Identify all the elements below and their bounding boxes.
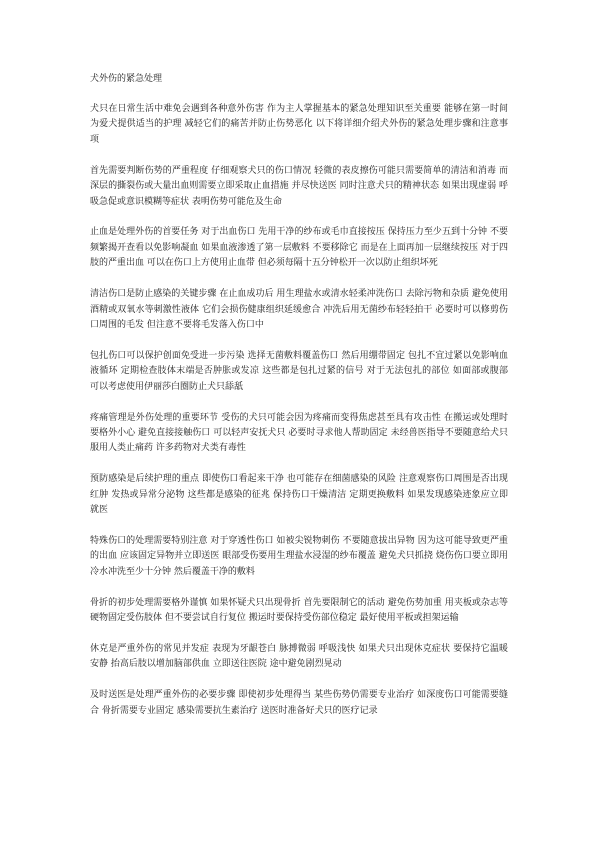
paragraph-stop-bleeding: 止血是处理外伤的首要任务 对于出血伤口 先用干净的纱布或毛巾直接按压 保持压力至少五到十分钟 不要频繁揭开查看以免影响凝血 如果血液渗透了第一层敷料 不要移除它 而是在上面再加一层继续按压 对于四肢的严重出血 可以在伤口上方使用止血带 但必须每隔十五分钟松开一次以防止组织坏死 (90, 227, 508, 269)
paragraph-seek-vet: 及时送医是处理严重外伤的必要步骤 即使初步处理得当 某些伤势仍需要专业治疗 如深度伤口可能需要缝合 骨折需要专业固定 感染需要抗生素治疗 送医时准备好犬只的医疗记录 (90, 690, 508, 716)
document-page (90, 72, 508, 735)
paragraph-prevent-infection: 预防感染是后续护理的重点 即使伤口看起来干净 也可能存在细菌感染的风险 注意观察伤口周围是否出现红肿 发热或异常分泌物 这些都是感染的征兆 保持伤口干燥清洁 定期更换敷料 如果发现感染迹象应立即就医 (90, 474, 508, 516)
paragraph-pain-management: 疼痛管理是外伤处理的重要环节 受伤的犬只可能会因为疼痛而变得焦虑甚至具有攻击性 在搬运或处理时要格外小心 避免直接接触伤口 可以轻声安抚犬只 必要时寻求他人帮助固定 未经兽医指导不要随意给犬只服用人类止痛药 许多药物对犬类有毒性 (90, 412, 508, 454)
paragraph-intro: 犬只在日常生活中难免会遇到各种意外伤害 作为主人掌握基本的紧急处理知识至关重要 能够在第一时间为爱犬提供适当的护理 减轻它们的痛苦并防止伤势恶化 以下将详细介绍犬外伤的紧急处理步骤和注意事项 (90, 104, 508, 145)
paragraph-special-wounds: 特殊伤口的处理需要特别注意 对于穿透性伤口 如被尖锐物刺伤 不要随意拔出异物 因为这可能导致更严重的出血 应该固定异物并立即送医 眼部受伤要用生理盐水浸湿的纱布覆盖 避免犬只抓挠 烧伤伤口要立即用冷水冲洗至少十分钟 然后覆盖干净的敷料 (90, 536, 508, 577)
paragraph-fracture: 骨折的初步处理需要格外谨慎 如果怀疑犬只出现骨折 首先要限制它的活动 避免伤势加重 用夹板或杂志等硬物固定受伤肢体 但不要尝试自行复位 搬运时要保持受伤部位稳定 最好使用平板或担架运输 (90, 597, 508, 624)
paragraph-clean-wound: 清洁伤口是防止感染的关键步骤 在止血成功后 用生理盐水或清水轻柔冲洗伤口 去除污物和杂质 避免使用酒精或双氧水等刺激性液体 它们会损伤健康组织延缓愈合 冲洗后用无菌纱布轻轻拍干 必要时可以修剪伤口周围的毛发 但注意不要将毛发落入伤口中 (90, 289, 508, 330)
paragraph-shock: 休克是严重外伤的常见并发症 表现为牙龈苍白 脉搏微弱 呼吸浅快 如果犬只出现休克症状 要保持它温暖安静 抬高后肢以增加脑部供血 立即送往医院 途中避免剧烈晃动 (90, 644, 508, 670)
document-title: 犬外伤的紧急处理 (90, 74, 163, 84)
paragraph-assess-severity: 首先需要判断伤势的严重程度 仔细观察犬只的伤口情况 轻微的表皮擦伤可能只需要简单的清洁和消毒 而深层的撕裂伤或大量出血则需要立即采取止血措施 并尽快送医 同时注意犬只的精神状态 如果出现虚弱 呼吸急促或意识模糊等症状 表明伤势可能危及生命 (90, 165, 508, 207)
paragraph-bandage: 包扎伤口可以保护创面免受进一步污染 选择无菌敷料覆盖伤口 然后用绷带固定 包扎不宜过紧以免影响血液循环 定期检查肢体末端是否肿胀或发凉 这些都是包扎过紧的信号 对于无法包扎的部位 如面部或腹部 可以考虑使用伊丽莎白圈防止犬只舔舐 (90, 350, 508, 392)
